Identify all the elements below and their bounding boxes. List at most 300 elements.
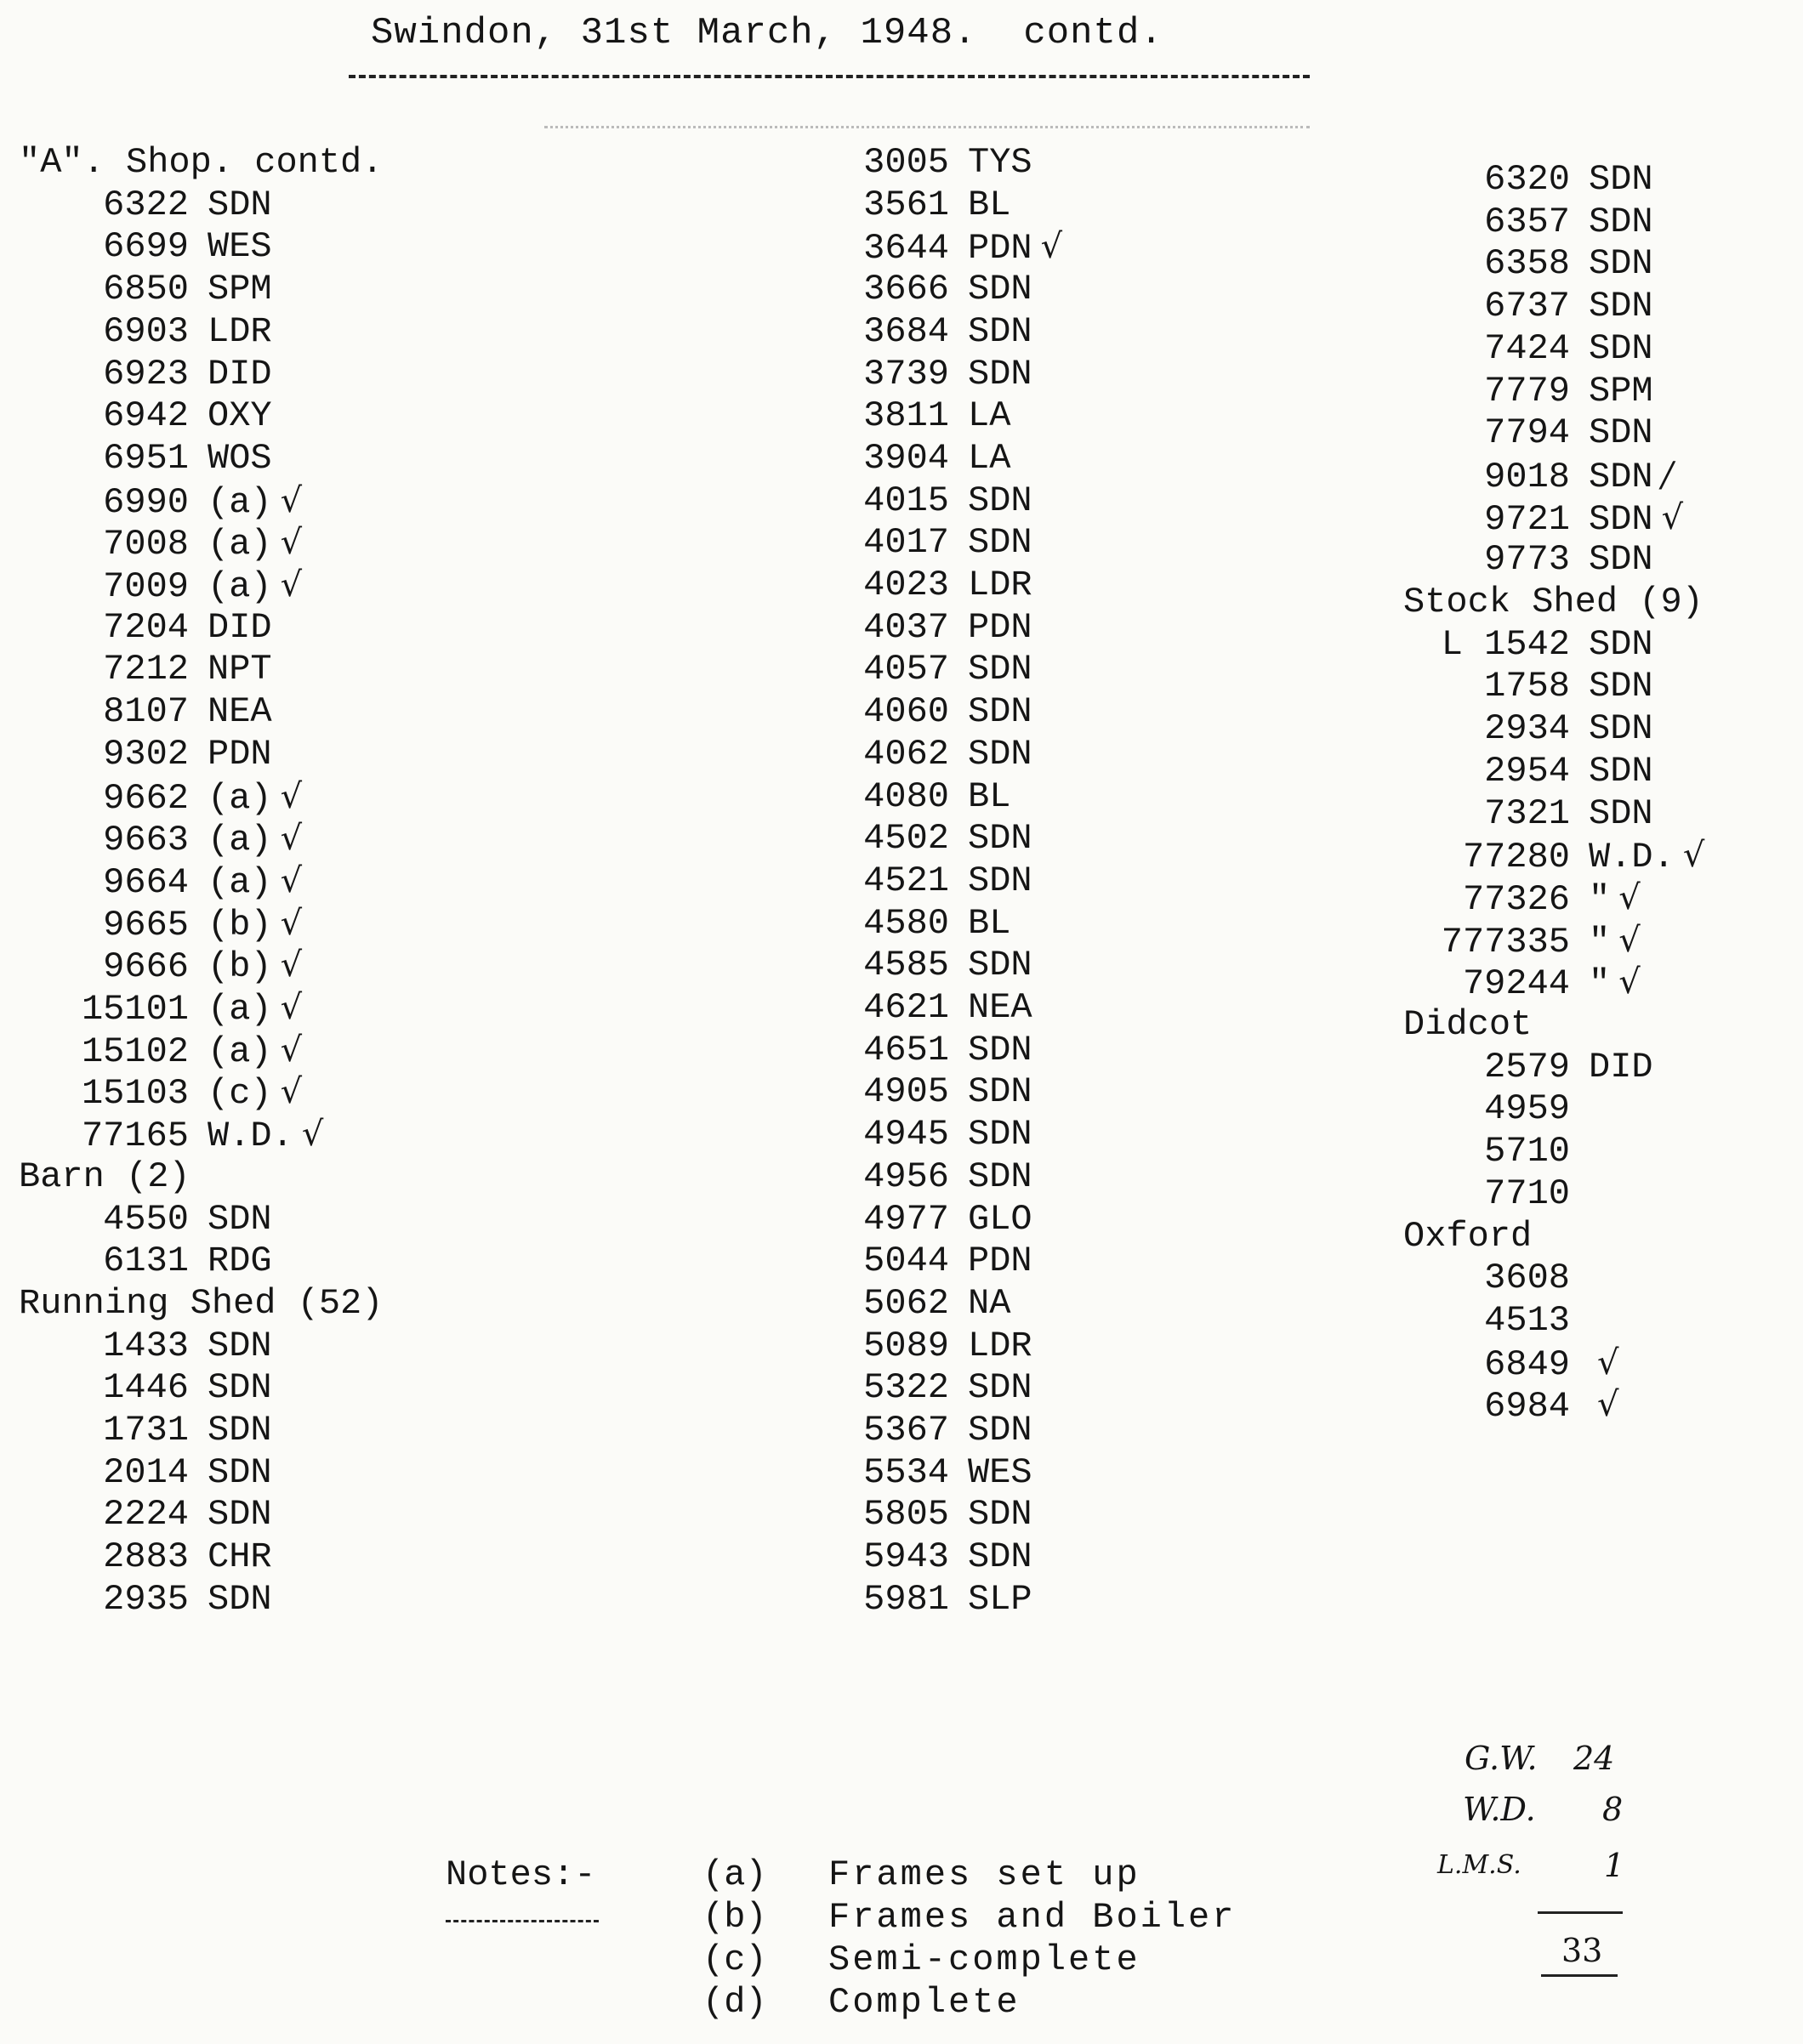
check-mark: √ <box>280 860 303 900</box>
heading-text: "A". Shop. contd. <box>19 142 384 183</box>
entry-row <box>1403 1046 1653 1088</box>
check-mark: √ <box>280 945 303 985</box>
entry-row <box>19 690 272 733</box>
entry-row <box>19 1366 272 1409</box>
entry-row <box>816 775 1010 818</box>
engine-number: 9721 <box>1484 498 1570 540</box>
tally-lms-label: L.M.S. <box>1437 1850 1521 1880</box>
shed-code: SDN <box>1589 243 1653 285</box>
engine-number: 2883 <box>103 1536 189 1578</box>
entry-row <box>19 1070 302 1113</box>
engine-number: 5710 <box>1484 1131 1570 1172</box>
engine-number: 3684 <box>863 310 949 352</box>
shed-code: BL <box>968 902 1011 944</box>
entry-row <box>1403 497 1683 539</box>
note-key: (b) <box>702 1897 767 1938</box>
engine-number: 4513 <box>1484 1299 1570 1341</box>
engine-number: 7321 <box>1484 792 1570 834</box>
section-heading <box>1403 1215 1532 1258</box>
shed-code: W.D. <box>208 1116 293 1157</box>
entry-row <box>1403 1172 1589 1215</box>
shed-code: SDN <box>208 1578 272 1620</box>
check-mark: √ <box>301 1115 324 1155</box>
shed-code: SDN <box>968 1410 1032 1451</box>
engine-number: 15102 <box>81 1031 189 1072</box>
shed-code: SDN <box>968 1029 1032 1070</box>
entry-row <box>1403 1342 1619 1384</box>
engine-number: 777335 <box>1441 921 1570 962</box>
engine-number: 4977 <box>863 1198 949 1240</box>
entry-row <box>1403 327 1653 370</box>
entry-row <box>19 268 272 310</box>
entry-row <box>19 1451 272 1494</box>
entry-row <box>1403 454 1673 497</box>
engine-number: 5943 <box>863 1536 949 1578</box>
check-mark: √ <box>280 776 303 816</box>
entry-row <box>816 1325 1032 1367</box>
shed-code: SDN <box>1589 456 1653 497</box>
tally-total: 33 <box>1561 1932 1603 1969</box>
engine-number: 2934 <box>1484 708 1570 750</box>
engine-number: 77280 <box>1462 837 1570 878</box>
shed-code: SDN <box>1589 201 1653 242</box>
check-mark: √ <box>1682 836 1705 876</box>
check-mark: √ <box>280 988 303 1027</box>
entry-row <box>19 1029 302 1071</box>
shed-code: NEA <box>208 691 272 733</box>
engine-number: 4017 <box>863 522 949 564</box>
shed-code: GLO <box>968 1198 1032 1240</box>
engine-number: 5805 <box>863 1494 949 1536</box>
engine-number: 5534 <box>863 1451 949 1493</box>
engine-number: 3561 <box>863 184 949 225</box>
shed-code: (a) <box>208 524 272 565</box>
engine-number: 4057 <box>863 649 949 690</box>
engine-number: 4956 <box>863 1155 949 1197</box>
heading-text: Oxford <box>1403 1215 1533 1257</box>
engine-number: 1731 <box>103 1410 189 1451</box>
tally-wd-value: 8 <box>1602 1791 1624 1828</box>
check-mark: √ <box>280 523 303 563</box>
shed-code: TYS <box>968 142 1032 183</box>
engine-number: 6131 <box>103 1241 189 1282</box>
engine-number: 6357 <box>1484 201 1570 242</box>
engine-number: 4015 <box>863 480 949 521</box>
entry-row <box>1403 285 1653 327</box>
shed-code: DID <box>208 353 272 395</box>
entry-row <box>19 775 302 818</box>
shed-code: (a) <box>208 777 272 819</box>
shed-code: PDN <box>208 733 272 775</box>
entry-row <box>816 310 1032 353</box>
engine-number: 5367 <box>863 1410 949 1451</box>
engine-number: 1758 <box>1484 666 1570 707</box>
engine-number: 4521 <box>863 860 949 901</box>
entry-row <box>816 480 1032 522</box>
shed-code: (a) <box>208 566 272 607</box>
entry-row <box>816 1366 1032 1409</box>
engine-number: 7204 <box>103 606 189 648</box>
check-mark: / <box>1661 455 1674 495</box>
shed-code: (c) <box>208 1073 272 1115</box>
entry-row <box>1403 370 1653 412</box>
heading-text: Stock Shed (9) <box>1403 582 1703 622</box>
engine-number: 2579 <box>1484 1046 1570 1087</box>
engine-number: 6923 <box>103 353 189 395</box>
engine-number: 5089 <box>863 1325 949 1366</box>
tally-gw-value: 24 <box>1573 1740 1615 1777</box>
entry-row <box>1403 877 1641 919</box>
engine-number: 7424 <box>1484 327 1570 369</box>
shed-code: SPM <box>1589 370 1653 412</box>
tally-wd-label: W.D. <box>1463 1791 1536 1828</box>
entry-row <box>1403 623 1653 666</box>
entry-row <box>19 564 302 606</box>
shed-code: SDN <box>1589 623 1653 665</box>
note-key: (d) <box>702 1982 767 2023</box>
section-heading <box>19 141 383 184</box>
engine-number: 4585 <box>863 945 949 986</box>
shed-code: SDN <box>1589 666 1653 707</box>
engine-number: 6951 <box>103 437 189 479</box>
engine-number: 15103 <box>81 1073 189 1115</box>
engine-number: 2224 <box>103 1494 189 1536</box>
engine-number: 15101 <box>81 989 189 1030</box>
engine-number: 2954 <box>1484 750 1570 792</box>
engine-number: 3904 <box>863 437 949 479</box>
shed-code: OXY <box>208 395 272 437</box>
shed-code: SDN <box>1589 792 1653 834</box>
engine-number: 5981 <box>863 1578 949 1620</box>
engine-number: 6942 <box>103 395 189 437</box>
entry-row <box>19 353 272 395</box>
engine-number: 4651 <box>863 1029 949 1070</box>
shed-code: BL <box>968 775 1011 817</box>
engine-number: 3608 <box>1484 1258 1570 1299</box>
shed-code: SDN <box>1589 327 1653 369</box>
shed-code: SDN <box>208 1325 272 1366</box>
shed-code: SDN <box>1589 498 1653 540</box>
engine-number: 3739 <box>863 353 949 395</box>
entry-row <box>19 480 302 522</box>
check-mark: √ <box>280 565 303 605</box>
engine-number: 7794 <box>1484 412 1570 454</box>
entry-row <box>816 1155 1032 1198</box>
entry-row <box>19 733 272 775</box>
entry-row <box>1403 158 1653 201</box>
entry-row <box>816 1070 1032 1113</box>
note-key: (c) <box>702 1939 767 1980</box>
engine-number: 6699 <box>103 226 189 268</box>
shed-code: SDN <box>968 649 1032 690</box>
entry-row <box>19 184 272 226</box>
shed-code: PDN <box>968 228 1032 270</box>
engine-number: 3644 <box>863 228 949 270</box>
shed-code: SDN <box>208 1367 272 1409</box>
heading-text: Didcot <box>1403 1004 1533 1045</box>
engine-number: 6322 <box>103 184 189 225</box>
engine-number: 4905 <box>863 1071 949 1113</box>
engine-number: 7008 <box>103 524 189 565</box>
shed-code: SDN <box>1589 750 1653 792</box>
entry-row <box>816 395 1010 437</box>
check-mark: √ <box>1661 497 1684 537</box>
shed-code: DID <box>208 606 272 648</box>
shed-code: SDN <box>968 691 1032 733</box>
notes-underline <box>446 1920 599 1922</box>
entry-row <box>816 690 1032 733</box>
shed-code: SDN <box>1589 412 1653 454</box>
engine-number: 7779 <box>1484 370 1570 412</box>
shed-code: " <box>1589 963 1611 1005</box>
entry-row <box>816 1409 1032 1451</box>
check-mark: √ <box>280 819 303 859</box>
shed-code: SDN <box>968 1367 1032 1409</box>
engine-number: 9663 <box>103 820 189 861</box>
shed-code: SDN <box>968 269 1032 310</box>
heading-text: Barn (2) <box>19 1155 191 1197</box>
engine-number: 3811 <box>863 395 949 437</box>
entry-row <box>1403 538 1653 581</box>
entry-row <box>816 141 1032 184</box>
engine-number: 9665 <box>103 904 189 945</box>
engine-number: 9018 <box>1484 456 1570 497</box>
engine-number: 8107 <box>103 691 189 733</box>
shed-code: LDR <box>968 565 1032 605</box>
shed-code: PDN <box>968 606 1032 648</box>
engine-number: 7212 <box>103 649 189 690</box>
note-text: Complete <box>828 1982 1021 2023</box>
engine-number: 4502 <box>863 818 949 860</box>
shed-code: BL <box>968 184 1011 225</box>
entry-row <box>19 606 272 649</box>
shed-code: SDN <box>968 1494 1032 1536</box>
shed-code: NPT <box>208 649 272 690</box>
shed-code: LA <box>968 437 1011 479</box>
shed-code: (a) <box>208 861 272 903</box>
entry-row <box>1403 201 1653 243</box>
entry-row <box>816 817 1032 860</box>
entry-row <box>816 1451 1032 1494</box>
engine-number: 9662 <box>103 777 189 819</box>
entry-row <box>1403 1299 1589 1342</box>
entry-row <box>816 606 1032 649</box>
shed-code: SDN <box>208 1410 272 1451</box>
entry-row <box>1403 412 1653 454</box>
engine-number: 6320 <box>1484 159 1570 200</box>
entry-row <box>19 1113 323 1155</box>
engine-number: 6737 <box>1484 286 1570 327</box>
check-mark: √ <box>1618 877 1641 917</box>
entry-row <box>1403 1257 1589 1299</box>
shed-code: RDG <box>208 1241 272 1282</box>
shed-code: SDN <box>968 480 1032 521</box>
check-mark: √ <box>1040 227 1063 267</box>
shed-code: SLP <box>968 1578 1032 1620</box>
check-mark: √ <box>280 1072 303 1112</box>
shed-code: (a) <box>208 1031 272 1072</box>
shed-code: NA <box>968 1282 1011 1324</box>
engine-number: 9664 <box>103 861 189 903</box>
shed-code: SDN <box>208 184 272 225</box>
shed-code: PDN <box>968 1241 1032 1282</box>
shed-code: SDN <box>968 522 1032 564</box>
dotted-guide <box>544 126 1310 128</box>
entry-row <box>19 437 272 480</box>
entry-row <box>816 648 1032 690</box>
entry-row <box>19 1198 272 1241</box>
entry-row <box>816 902 1010 945</box>
shed-code: LDR <box>208 310 272 352</box>
shed-code: (a) <box>208 481 272 523</box>
entry-row <box>816 353 1032 395</box>
engine-number: 7710 <box>1484 1172 1570 1214</box>
shed-code: SDN <box>968 1071 1032 1113</box>
entry-row <box>816 1493 1032 1536</box>
entry-row <box>816 733 1032 775</box>
entry-row <box>1403 1087 1589 1130</box>
engine-number: 3005 <box>863 142 949 183</box>
shed-code: WOS <box>208 437 272 479</box>
shed-code: W.D. <box>1589 837 1675 878</box>
shed-code: (a) <box>208 989 272 1030</box>
engine-number: 5044 <box>863 1241 949 1282</box>
engine-number: 77165 <box>81 1116 189 1157</box>
shed-code: SDN <box>1589 286 1653 327</box>
entry-row <box>1403 834 1704 877</box>
engine-number: 6903 <box>103 310 189 352</box>
shed-code: SDN <box>968 860 1032 901</box>
entry-row <box>19 395 272 437</box>
engine-number: 7009 <box>103 566 189 607</box>
shed-code: CHR <box>208 1536 272 1578</box>
shed-code: LA <box>968 395 1011 437</box>
entry-row <box>816 1198 1032 1241</box>
engine-number: 4062 <box>863 733 949 775</box>
note-text: Semi-complete <box>828 1939 1140 1980</box>
entry-row <box>816 986 1032 1029</box>
engine-number: 5062 <box>863 1282 949 1324</box>
title-underline <box>349 75 1310 78</box>
shed-code: (a) <box>208 820 272 861</box>
engine-number: 3666 <box>863 269 949 310</box>
entry-row <box>1403 961 1641 1003</box>
entry-row <box>816 564 1032 606</box>
engine-number: L 1542 <box>1441 623 1570 665</box>
shed-code: WES <box>968 1451 1032 1493</box>
entry-row <box>19 986 302 1029</box>
entry-row <box>19 1536 272 1578</box>
entry-row <box>19 1325 272 1367</box>
engine-number: 6849 <box>1484 1343 1570 1385</box>
engine-number: 4945 <box>863 1114 949 1155</box>
entry-row <box>1403 242 1653 285</box>
entry-row <box>19 1240 272 1282</box>
heading-text: Running Shed (52) <box>19 1282 384 1324</box>
section-heading <box>1403 1003 1532 1046</box>
entry-row <box>19 944 302 986</box>
shed-code: (b) <box>208 904 272 945</box>
entry-row <box>1403 750 1653 792</box>
check-mark: √ <box>1597 1343 1619 1383</box>
shed-code: SDN <box>208 1494 272 1536</box>
page-title: Swindon, 31st March, 1948. contd. <box>371 12 1163 54</box>
shed-code: " <box>1589 878 1611 920</box>
shed-code: SDN <box>968 945 1032 986</box>
entry-row <box>1403 919 1641 962</box>
tally-lms-value: 1 <box>1604 1847 1625 1884</box>
tally-sum-rule <box>1538 1911 1623 1914</box>
section-heading <box>19 1282 383 1325</box>
entry-row <box>816 437 1010 480</box>
notes-label: Notes:- <box>446 1854 596 1895</box>
check-mark: √ <box>1597 1385 1619 1425</box>
entry-row <box>816 1113 1032 1155</box>
entry-row <box>19 225 272 268</box>
engine-number: 4060 <box>863 691 949 733</box>
entry-row <box>816 860 1032 902</box>
tally-total-rule <box>1541 1974 1618 1977</box>
entry-row <box>1403 665 1653 707</box>
engine-number: 4080 <box>863 775 949 817</box>
engine-number: 79244 <box>1462 963 1570 1005</box>
shed-code: SDN <box>968 1155 1032 1197</box>
entry-row <box>19 1493 272 1536</box>
entry-row <box>816 268 1032 310</box>
tally-gw-label: G.W. <box>1465 1740 1538 1777</box>
shed-code: SDN <box>208 1451 272 1493</box>
engine-number: 9773 <box>1484 539 1570 581</box>
engine-number: 77326 <box>1462 878 1570 920</box>
shed-code: NEA <box>968 987 1032 1028</box>
engine-number: 5322 <box>863 1367 949 1409</box>
entry-row <box>1403 707 1653 750</box>
shed-code: DID <box>1589 1046 1653 1087</box>
engine-number: 9302 <box>103 733 189 775</box>
entry-row <box>19 860 302 902</box>
shed-code: WES <box>208 226 272 268</box>
shed-code: SPM <box>208 269 272 310</box>
entry-row <box>816 1029 1032 1071</box>
entry-row <box>19 902 302 945</box>
check-mark: √ <box>280 1030 303 1070</box>
shed-code: LDR <box>968 1325 1032 1366</box>
entry-row <box>816 1240 1032 1282</box>
shed-code: SDN <box>1589 708 1653 750</box>
engine-number: 6984 <box>1484 1386 1570 1428</box>
entry-row <box>19 521 302 564</box>
engine-number: 6990 <box>103 481 189 523</box>
entry-row <box>816 1282 1010 1325</box>
shed-code: " <box>1589 921 1611 962</box>
entry-row <box>816 944 1032 986</box>
shed-code: SDN <box>968 353 1032 395</box>
engine-number: 9666 <box>103 946 189 988</box>
shed-code: SDN <box>968 1114 1032 1155</box>
entry-row <box>816 1578 1032 1621</box>
entry-row <box>1403 792 1653 835</box>
engine-number: 2014 <box>103 1451 189 1493</box>
shed-code: SDN <box>968 310 1032 352</box>
engine-number: 1446 <box>103 1367 189 1409</box>
engine-number: 4550 <box>103 1198 189 1240</box>
entry-row <box>1403 1130 1589 1172</box>
engine-number: 6850 <box>103 269 189 310</box>
engine-number: 4580 <box>863 902 949 944</box>
note-text: Frames and Boiler <box>828 1897 1237 1938</box>
engine-number: 6358 <box>1484 243 1570 285</box>
shed-code: SDN <box>968 818 1032 860</box>
